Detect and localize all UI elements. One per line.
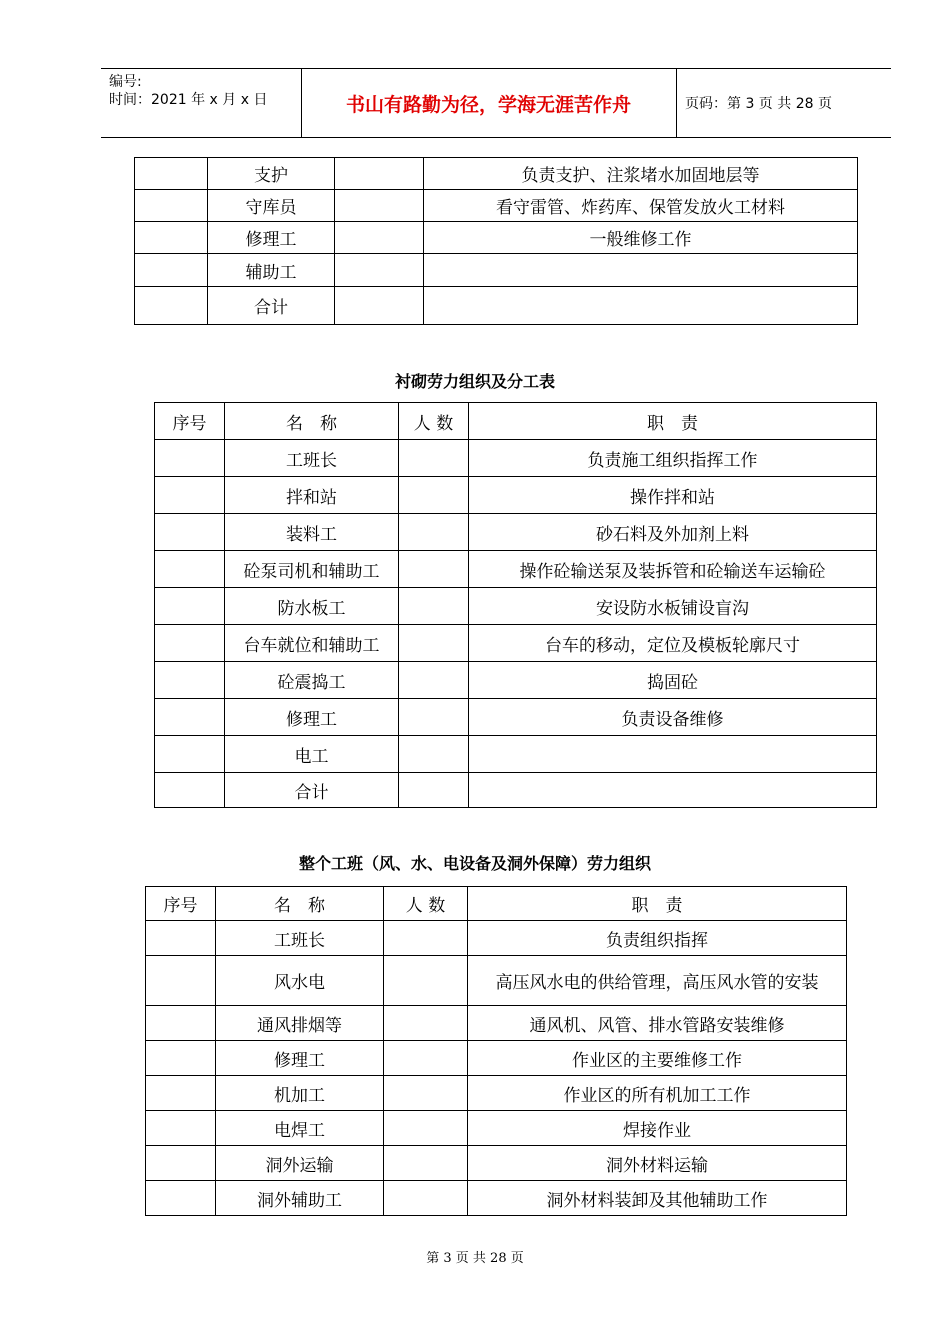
cell-name: 台车就位和辅助工 [225,625,399,662]
cell-count [335,190,424,222]
table-lining-labor [154,402,877,808]
table-caption-lining: 衬砌劳力组织及分工表 [394,372,555,391]
cell-number [155,625,225,662]
header-cell: 人 数 [399,403,469,440]
cell-number [155,440,225,477]
cell-name: 修理工 [216,1041,384,1076]
cell-name: 风水电 [216,956,384,1006]
cell-duty: 砂石料及外加剂上料 [469,514,877,551]
cell-number [146,1146,216,1181]
cell-duty: 作业区的主要维修工作 [468,1041,847,1076]
table-row [155,477,877,514]
table-support-staff [134,157,858,325]
cell-duty: 负责组织指挥 [468,921,847,956]
cell-count [335,222,424,254]
cell-number [155,736,225,773]
cell-count [399,514,469,551]
cell-number [146,1076,216,1111]
table-row [135,158,858,190]
table-row [146,1181,847,1216]
table-row [155,551,877,588]
cell-count [384,1006,468,1041]
cell-number [146,956,216,1006]
cell-duty: 负责施工组织指挥工作 [469,440,877,477]
cell-name: 通风排烟等 [216,1006,384,1041]
cell-name: 电工 [225,736,399,773]
cell-duty: 操作拌和站 [469,477,877,514]
table-row [135,222,858,254]
cell-number [155,662,225,699]
header-cell: 名 称 [225,403,399,440]
cell-duty [469,773,877,808]
cell-number [146,1111,216,1146]
cell-name: 修理工 [225,699,399,736]
cell-number [135,254,208,287]
cell-name: 拌和站 [225,477,399,514]
table-row [146,1006,847,1041]
header-cell: 序号 [155,403,225,440]
cell-count [399,477,469,514]
cell-count [384,1146,468,1181]
cell-count [384,956,468,1006]
cell-name: 工班长 [216,921,384,956]
cell-name: 防水板工 [225,588,399,625]
cell-number [155,588,225,625]
cell-duty: 焊接作业 [468,1111,847,1146]
cell-duty: 负责支护、注浆堵水加固地层等 [424,158,858,190]
header-meta [109,73,267,109]
table-row [155,588,877,625]
cell-duty: 洞外材料运输 [468,1146,847,1181]
cell-number [135,222,208,254]
cell-duty [424,254,858,287]
cell-count [399,551,469,588]
cell-name: 电焊工 [216,1111,384,1146]
table-row [155,699,877,736]
cell-number [146,1041,216,1076]
cell-name: 守库员 [208,190,335,222]
table-row [146,1146,847,1181]
cell-name: 装料工 [225,514,399,551]
cell-name: 合计 [208,287,335,325]
cell-number [146,921,216,956]
cell-count [384,1111,468,1146]
cell-number [135,158,208,190]
cell-number [155,699,225,736]
cell-number [155,773,225,808]
page-footer: 第 3 页 共 28 页 [426,1251,524,1266]
cell-duty: 洞外材料装卸及其他辅助工作 [468,1181,847,1216]
cell-duty: 捣固砼 [469,662,877,699]
table-row [155,736,877,773]
cell-duty: 安设防水板铺设盲沟 [469,588,877,625]
header-divider [676,69,677,137]
cell-duty [469,736,877,773]
table-row [155,662,877,699]
table-row [155,440,877,477]
cell-duty: 看守雷管、炸药库、保管发放火工材料 [424,190,858,222]
cell-duty: 高压风水电的供给管理，高压风水管的安装 [468,956,847,1006]
cell-name: 洞外运输 [216,1146,384,1181]
cell-duty: 通风机、风管、排水管路安装维修 [468,1006,847,1041]
cell-name: 工班长 [225,440,399,477]
header-cell: 职 责 [469,403,877,440]
table-header-row [146,887,847,921]
header-cell: 序号 [146,887,216,921]
cell-count [399,440,469,477]
table-row [146,1076,847,1111]
cell-name: 支护 [208,158,335,190]
table-caption-shift: 整个工班（风、水、电设备及洞外保障）劳力组织 [298,854,651,873]
cell-duty: 操作砼输送泵及装拆管和砼输送车运输砼 [469,551,877,588]
header-cell: 人 数 [384,887,468,921]
cell-duty: 一般维修工作 [424,222,858,254]
cell-duty: 作业区的所有机加工工作 [468,1076,847,1111]
cell-number [146,1006,216,1041]
cell-name: 机加工 [216,1076,384,1111]
table-row [155,773,877,808]
table-row [135,287,858,325]
cell-count [399,699,469,736]
cell-name: 砼震捣工 [225,662,399,699]
table-shift-labor [145,886,847,1216]
header-cell: 名 称 [216,887,384,921]
cell-name: 合计 [225,773,399,808]
cell-count [399,588,469,625]
cell-number [146,1181,216,1216]
table-row [146,956,847,1006]
table-row [146,1111,847,1146]
cell-number [135,287,208,325]
table-row [135,254,858,287]
cell-count [399,625,469,662]
cell-count [384,921,468,956]
cell-number [155,514,225,551]
cell-duty [424,287,858,325]
cell-name: 洞外辅助工 [216,1181,384,1216]
cell-count [335,158,424,190]
cell-count [399,662,469,699]
cell-number [135,190,208,222]
cell-duty: 台车的移动，定位及模板轮廓尺寸 [469,625,877,662]
cell-number [155,551,225,588]
cell-count [335,254,424,287]
cell-count [399,736,469,773]
table-row [155,625,877,662]
table-row [155,514,877,551]
cell-number [155,477,225,514]
table-row [135,190,858,222]
header-cell: 职 责 [468,887,847,921]
table-row [146,921,847,956]
time-label: 时间：2021 年 x 月 x 日 [109,92,268,108]
cell-count [335,287,424,325]
table-row [146,1041,847,1076]
header-motto: 书山有路勤为径，学海无涯苦作舟 [345,93,631,116]
cell-name: 砼泵司机和辅助工 [225,551,399,588]
cell-count [384,1041,468,1076]
page-header [101,68,891,138]
cell-name: 修理工 [208,222,335,254]
cell-name: 辅助工 [208,254,335,287]
cell-count [384,1181,468,1216]
header-page-number: 页码：第 3 页 共 28 页 [685,96,832,112]
cell-count [384,1076,468,1111]
table-header-row [155,403,877,440]
cell-duty: 负责设备维修 [469,699,877,736]
number-label: 编号: [109,74,142,90]
cell-count [399,773,469,808]
